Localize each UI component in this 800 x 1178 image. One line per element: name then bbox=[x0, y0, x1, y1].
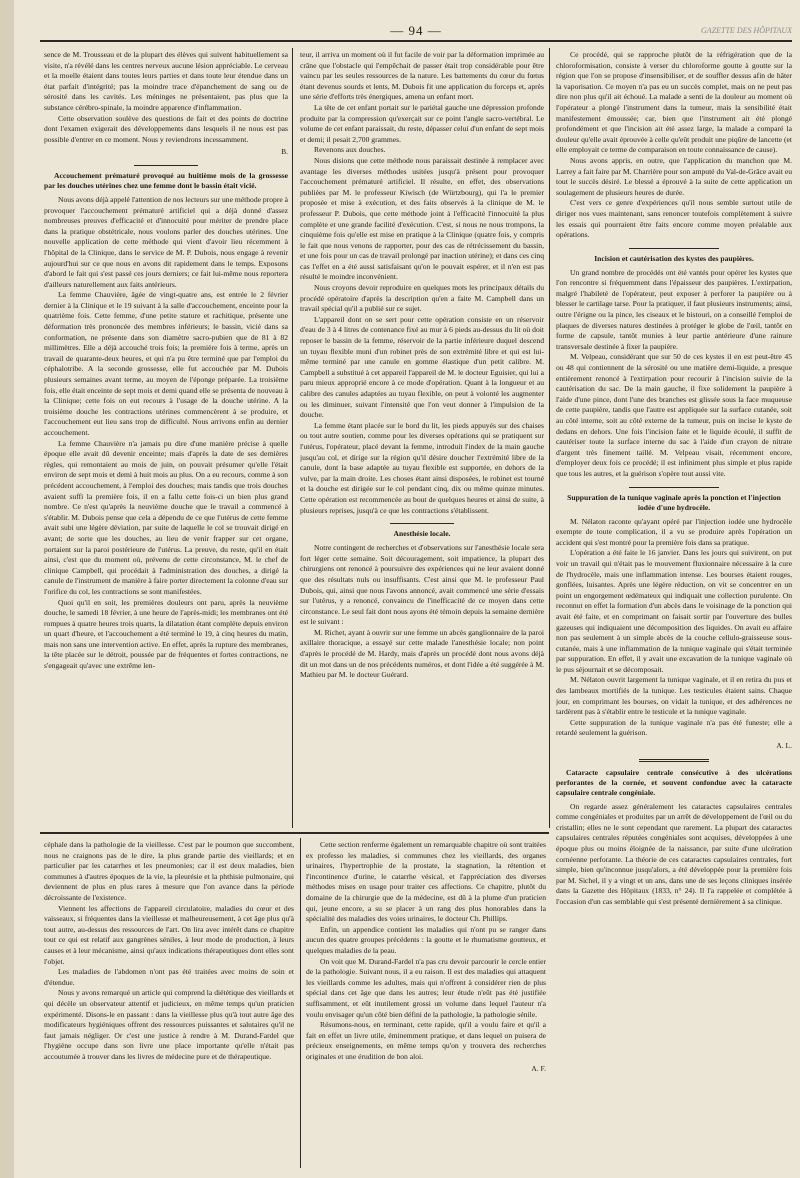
paragraph: On regarde assez généralement les cataractes capsulaires centrales comme congéniales et produites par un arrêt de développement de l'œil ou du cristallin; elles ne le sont cependant que rarement. La plupart des cataractes capsulaires centrales réputées congéniales sont acquises, développées à une époque plus ou moins éloignée de la naissance, par suite d'une ulcération cornéenne perforante. La théorie de ces cataractes capsulaires centrales, fort simple, bien qu'inconnue jusqu'alors, a été développée pour la première fois par M. Sichel, il y a vingt et un ans, dans une de ses leçons cliniques insérée dans la Gazette des Hôpitaux (1833, n° 24). Il l'a rappelée et complétée à l'occasion d'un cas semblable qui s'est présenté dernièrement à sa clinique. bbox=[556, 801, 792, 906]
paragraph: Revenons aux douches. bbox=[314, 145, 386, 155]
paragraph: La femme Chauvière, âgée de vingt-quatre ans, est entrée le 2 février dernier à la Clinique et le 19 suivant à la salle d'accouchement, enceinte pour la quatrième fois. Cette femme, d'une petite stature et rachitique, présente une déformation très prononcée des membres inférieurs; le bassin, vicié dans sa conformation, ne présente dans son diamètre sacro-pubien que de 81 à 82 millimètres. Elle a déjà accouché trois fois; la première fois à terme, après un travail de quarante-deux heures, et qui n'a pu être terminé que par l'emploi du céphalotribe. A la seconde grossesse, elle fut accouchée par M. Dubois plusieurs semaines avant terme, au moyen de l'éponge préparée. La troisième fois, elle était enceinte de sept mois et demi quand elle se présenta de nouveau à la Clinique; cette fois on eut recours à l'usage de la douche utérine. A la troisième douche les contractions utérines commencèrent à se produire, et l'accouchement eut lieu sans trop de difficulté. Nous arrivons enfin au dernier accouchement. bbox=[44, 290, 288, 437]
paragraph: Ce procédé, qui se rapproche plutôt de la réfrigération que de la chloroformisation, consiste à verser du chloroforme goutte à goutte sur la région que l'on se propose d'insensibiliser, et de souffler dessus afin de hâter la vaporisation. Ce moyen n'a pas eu un succès complet, mais on ne peut pas dire non plus qu'il ait échoué. La malade a senti de la douleur au moment où l'opérateur a plongé l'instrument dans la tumeur, mais la sensibilité était manifestement émoussée; car, bien que l'instrument ait été plongé profondément et que l'incision ait été assez large, la malade a comparé la douleur qu'elle avait éprouvée à celle qu'eût produit une piqûre de lancette (et elle employait ce terme de comparaison en toute connaissance de cause). bbox=[556, 50, 792, 155]
article-title: Cataracte capsulaire centrale consécutive à des ulcérations perforantes de la cornée, et souvent confondue avec la cataracte capsulaire centrale congéniale. bbox=[556, 767, 792, 797]
paragraph: C'est vers ce genre d'expériences qu'il nous semble surtout utile de diriger nos vues maintenant, sans renoncer toutefois complètement à suivre les essais qui pourraient être faits encore comme moyen préalable aux opérations. bbox=[556, 198, 792, 240]
page-edge bbox=[0, 0, 14, 1178]
paragraph: L'opération a été faite le 16 janvier. Dans les jours qui suivirent, on put voir un travail qui n'était pas le mouvement fluxionnaire nécessaire à la cure de l'hydrocèle, mais une inflammation intense. Les bourses étaient rouges, gonflées, luisantes. Après une légère réduction, on vit se concentrer en un point un engorgement œdémateux qui indiquait une collection purulente. On reconnut en effet la formation d'un abcès dans le voisinage de la ponction qui avait été faite, et en comprimant on faisait sortir par l'ouverture des bulles gazeuses qui indiquaient une décomposition des liquides. On avait eu affaire non pas seulement à un simple abcès de la couche cellulo-graisseuse sous-cutanée, mais à une inflammation de la tunique vaginale qui s'était terminée par suppuration. En effet, il y avait une excavation de la tunique vaginale où le pus séjournait et se décomposait. bbox=[556, 548, 792, 674]
paragraph: Nous croyons devoir reproduire en quelques mots les principaux détails du procédé opératoire d'après la description qu'en a faite M. Campbell dans un travail spécial qu'il a publié sur ce sujet. bbox=[300, 283, 544, 314]
signature: A. L. bbox=[776, 741, 792, 751]
paragraph: M. Nélaton raconte qu'ayant opéré par l'injection iodée une hydrocèle exempte de toute complication, il a vu se produire après l'opération un accident qui s'est montré pour la première fois dans sa pratique. bbox=[556, 516, 792, 547]
article-title: Suppuration de la tunique vaginale après la ponction et l'injection iodée d'une hydrocèle. bbox=[567, 492, 781, 512]
paragraph: Nous y avons remarqué un article qui comprend la diététique des vieillards et qui décèle un observateur attentif et judicieux, en même temps qu'un praticien expérimenté. Disons-le en passant : dans la vieillesse plus qu'à tout autre âge des modificateurs hygiéniques offrent des ressources puissantes et salutaires qu'il ne faut jamais négliger. Or c'est une justice à rendre à M. Durand-Fardel que l'hygiène occupe dans son livre une place importante qu'elle n'était pas accoutumée à trouver dans les livres de médecine pure et de thérapeutique. bbox=[44, 988, 294, 1061]
paragraph: La tête de cet enfant portait sur le pariétal gauche une dépression profonde produite par la compression qu'exerçait sur ce point l'angle sacro-vertébral. Le volume de cet enfant paraissait, du reste, dépasser celui d'un enfant de sept mois et demi; il pesait 2,700 grammes. bbox=[300, 102, 544, 144]
section-divider bbox=[134, 165, 198, 166]
paragraph: M. Richet, ayant à ouvrir sur une femme un abcès ganglionnaire de la paroi axillaire thoracique, a essayé sur cette malade l'anesthésie locale; non point d'après le procédé de M. Hardy, mais d'après un procédé dont nous avons déjà dit un mot dans un de nos précédents numéros, et dont l'idée a été suggérée à M. Mathieu par M. le docteur Guérard. bbox=[300, 627, 544, 680]
column-1 bbox=[44, 50, 288, 830]
section-divider bbox=[629, 248, 719, 249]
paragraph: Les maladies de l'abdomen n'ont pas été traitées avec moins de soin et d'étendue. bbox=[44, 967, 294, 987]
feuilleton-column-1 bbox=[44, 840, 294, 1170]
paragraph: Cette section renferme également un remarquable chapitre où sont traitées ex professo les maladies, si communes chez les vieillards, des organes urinaires, l'hypertrophie de la prostate, la stagnation, la rétention et l'incontinence d'urine, le catarrhe vésical, et l'appréciation des diverses méthodes mises en usage pour traiter ces affections. Ce chapitre, plutôt du domaine de la chirurgie que de la médecine, est dû à la plume d'un praticien qui, jeune encore, a su se placer à un rang des plus honorables dans la spécialité des maladies des voies urinaires, le docteur Ch. Phillips. bbox=[306, 840, 546, 924]
signature: A. F. bbox=[531, 1064, 546, 1074]
paragraph: La femme Chauvière n'a jamais pu dire d'une manière précise à quelle époque elle avait dû devenir enceinte; mais d'après la date de ses dernières règles, qui remontaient au mois de juin, on pouvait présumer qu'elle l'était environ de sept mois et demi à huit mois au plus. On a eu recours, comme à son précédent accouchement, à l'emploi des douches; mais tandis que trois douches avaient suffi la première fois, il en a fallu cette fois-ci un bien plus grand nombre. Ce n'est qu'après la neuvième douche que le travail a commencé à s'établir. M. Dubois pense que cela a dépendu de ce que l'utérus de cette femme avait subi une légère déviation, par suite de laquelle le col se trouvait dirigé en avant; de sorte que les douches, au lieu de venir frapper sur cet organe, portaient sur la paroi postérieure de l'utérus. La preuve, du reste, qu'il en était ainsi, c'est que du moment où, prévenu de cette circonstance, M. le chef de clinique Campbell, qui procédait à l'administration des douches, a dirigé la canule de l'instrument de manière à faire porter directement la colonne d'eau sur l'orifice du col, les contractions se sont manifestées. bbox=[44, 438, 288, 596]
paragraph: sence de M. Trousseau et de la plupart des élèves qui suivent habituellement sa visite, n'a révélé dans les centres nerveux aucune lésion appréciable. Le cerveau et la moelle étaient dans toutes leurs parties et dans toute leur étendue dans un état parfait d'intégrité; pas la moindre trace d'épanchement de sang ou de sérosité dans les cavités. Les méninges ne présentaient, pas plus que la substance cérébro-spinale, la moindre apparence d'inflammation. bbox=[44, 50, 288, 112]
paragraph: Nous avons appris, en outre, que l'application du manchon que M. Larrey a fait faire par M. Charrière pour son amputé du Val-de-Grâce avait eu tout le succès désiré. Le blessé a éprouvé à la suite de cette application un soulagement de plusieurs heures de durée. bbox=[556, 155, 792, 197]
paragraph: Cette suppuration de la tunique vaginale n'a pas été funeste; elle a retardé seulement la guérison. bbox=[556, 717, 792, 738]
paragraph: L'appareil dont on se sert pour cette opération consiste en un réservoir d'eau de 3 à 4 litres de contenance fixé au mur à 6 pieds au-dessus du lit où doit reposer le bassin de la femme, réservoir de la partie inférieure duquel descend un tuyau flexible muni d'un robinet près de son extrémité libre et qui est lui-même terminé par une canule en gomme élastique d'un petit calibre. M. Campbell a substitué à cet appareil l'appareil de M. le docteur Eguisier, qui lui a paru mieux approprié encore à ce mode d'opération. Quant à la longueur et au calibre des canules adaptées au tuyau flexible, on peut à volonté les augmenter ou les diminuer, suivant l'intensité que l'on veut donner à l'impulsion de la douche. bbox=[300, 314, 544, 420]
section-divider bbox=[629, 487, 719, 488]
article-title: Anesthésie locale. bbox=[393, 529, 451, 539]
header-corner-text: GAZETTE DES HÔPITAUX bbox=[701, 26, 792, 35]
paragraph: On voit que M. Durand-Fardel n'a pas cru devoir parcourir le cercle entier de la pathologie. Suivant nous, il a eu raison. Il est des maladies qui attaquent les vieillards comme les adultes, mais qui n'offrent à considérer rien de plus spécial dans cet âge que dans les autres; leur étude n'eût pas été justifiée suffisamment, et eût inutilement grossi un volume dans lequel l'auteur n'a voulu envisager qu'un côté bien défini de la pathologie, la pathologie sénile. bbox=[306, 956, 546, 1019]
paragraph: Cette observation soulève des questions de fait et des points de doctrine dont l'examen exigerait des développements dans lesquels il ne nous est pas possible d'entrer en ce moment. Nous y reviendrons incessamment. bbox=[44, 113, 288, 144]
page-number: — 94 — bbox=[390, 23, 442, 38]
paragraph: Résumons-nous, en terminant, cette rapide, qu'il a voulu faire et qu'il a fait en effet un livre utile, éminemment pratique, et dans lequel on puisera de précieux enseignements, en même temps qu'on y trouvera des recherches originales et une érudition de bon aloi. bbox=[306, 1020, 546, 1061]
column-rule-1 bbox=[292, 48, 293, 828]
paragraph: Nous disions que cette méthode nous paraissait destinée à remplacer avec avantage les diverses méthodes usitées jusqu'à présent pour provoquer l'accouchement prématuré artificiel. Il résulte, en effet, des observations publiées par M. le professeur Kiwisch (de Würtzbourg), qui l'a le premier proposée et mise à exécution, et des faits observés à la clinique de M. le professeur P. Dubois, que cette méthode joint à l'efficacité l'innocuité la plus complète et une grande facilité d'exécution. C'est, si nous ne nous trompons, la cinquième fois qu'elle est mise en pratique à la Clinique (quatre fois, y compris le fait que nous venons de rapporter, pour des cas de rétrécissement du bassin, et une fois pour un cas de travail prolongé par inaction utérine); et dans ces cinq cas l'effet en a été aussi satisfaisant qu'on le pouvait espérer, et il n'en est pas résulté le moindre inconvénient. bbox=[300, 155, 544, 282]
page-header bbox=[40, 22, 792, 42]
paragraph: M. Nélaton ouvrit largement la tunique vaginale, et il en retira du pus et des lambeaux mortifiés de la tunique. Les testicules étaient sains. Chaque jour, en comprimant les bourses, on vidait la tunique, et des adhérences ne tardèrent pas à s'établir entre le testicule et la tunique vaginale. bbox=[556, 675, 792, 717]
section-divider bbox=[390, 523, 454, 524]
section-divider bbox=[639, 759, 709, 762]
feuilleton-rule bbox=[40, 832, 549, 834]
column-2 bbox=[300, 50, 544, 830]
paragraph: Un grand nombre de procédés ont été vantés pour opérer les kystes que l'on rencontre si fréquemment dans l'épaisseur des paupières. L'extirpation, malgré l'habileté de l'opérateur, peut exposer à perforer la paupière ou à blesser le cartilage tarse. Pour la pratiquer, il faut plusieurs instruments; ainsi, outre l'érigne ou la pince, les ciseaux et le bistouri, on a conseillé l'emploi de plaques de diverses natures destinées à protéger le globe de l'œil, tantôt en forme de capsule, tantôt munies à leur partie antérieure d'une rainure transversale destinée à fixer la paupière. bbox=[556, 267, 792, 351]
article-title: Accouchement prématuré provoqué au huitième mois de la grossesse par les douches utérines chez une femme dont le bassin était vicié. bbox=[44, 170, 288, 190]
paragraph: Viennent les affections de l'appareil circulatoire, maladies du cœur et des vaisseaux, si fréquentes dans la vieillesse et malheureusement, à cet âge plus qu'à tout autre, au-dessus des ressources de l'art. On lira avec intérêt dans ce chapitre tout ce qui est relatif aux gangrènes séniles, à leur mode de production, à leurs causes et à leur mécanisme, ainsi qu'aux indications thérapeutiques dont elles sont l'objet. bbox=[44, 903, 294, 966]
paragraph: teur, il arriva un moment où il fut facile de voir par la déformation imprimée au crâne que l'obstacle qui l'empêchait de passer était trop considérable pour être vaincu par les seules ressources de la nature. Les battements du cœur du fœtus étant devenus sourds et lents, M. Dubois fit une application du forceps et, après une série d'efforts très énergiques, amena un enfant mort. bbox=[300, 50, 544, 102]
article-title: Incision et cautérisation des kystes des paupières. bbox=[594, 253, 754, 263]
paragraph: Quoi qu'il en soit, les premières douleurs ont paru, après la neuvième douche, le samedi 18 février, à une heure de l'après-midi; les membranes ont été rompues à quatre heures trois quarts, la dilatation étant complète depuis environ un quart d'heure, et l'accouchement a été terminé le 19, à cinq heures du matin, mais non sans une intervention active. En effet, après la rupture des membranes, la tête placée sur le détroit, poussée par de fréquentes et fortes contractions, ne s'engageait qu'avec une extrême len- bbox=[44, 597, 288, 671]
column-rule-2 bbox=[549, 48, 550, 828]
column-rule-bottom bbox=[300, 838, 301, 1168]
paragraph: Nous avons déjà appelé l'attention de nos lecteurs sur une méthode propre à provoquer l'accouchement prématuré artificiel qui a déjà donné d'assez nombreuses preuves d'efficacité et d'innocuité pour mériter de prendre place dans la pratique obstétricale, nous voulons parler des douches utérines. Une nouvelle application de cette méthode qui vient d'avoir lieu récemment à l'hôpital de la Clinique, dans le service de M. P. Dubois, nous engage à revenir aujourd'hui sur ce que nous en avons dit rapidement dans le temps. Exposons d'abord le fait qui s'est passé ces jours derniers; ce fait lui-même nous reportera d'ailleurs naturellement aux faits antérieurs. bbox=[44, 194, 288, 289]
feuilleton-column-2 bbox=[306, 840, 546, 1170]
paragraph: Notre contingent de recherches et d'observations sur l'anesthésie locale sera fort léger cette semaine. Soit découragement, soit impatience, la plupart des chirurgiens ont renoncé à poursuivre des expériences qui ne leur avaient donné que des résultats nuls ou insuffisants. C'est ainsi que M. le professeur Paul Dubois, qui, ainsi que nous l'avons annoncé, avait commencé une série d'essais sur l'utérus, y a renoncé, convaincu de l'inefficacité de ce moyen dans cette circonstance. Le seul fait dont nous ayons été témoin depuis la semaine dernière est le suivant : bbox=[300, 543, 544, 627]
paragraph: M. Velpeau, considérant que sur 50 de ces kystes il en est peut-être 45 ou 48 qui contiennent de la sérosité ou une matière demi-liquide, a presque entièrement renoncé à l'extirpation pour recourir à l'incision suivie de la cautérisation du sac. De la main gauche, il fixe solidement la paupière à l'aide d'une pince, dont l'une des branches est glissée sous la face muqueuse de cette paupière, tandis que l'autre est appliquée sur la surface cutanée, soit au côté interne, soit au côté externe de la tumeur, puis on incise le kyste de dedans en dehors. Une fois l'incision faite et le liquide écoulé, il suffit de cautériser toute la surface interne du sac à l'aide d'un crayon de nitrate d'argent très finement taillé. M. Velpeau visait, récemment encore, d'employer deux fois ce procédé; il est infiniment plus simple et plus rapide que tous les autres, et la guérison s'opère tout aussi vite. bbox=[556, 352, 792, 478]
column-3 bbox=[556, 50, 792, 1170]
signature: B. bbox=[281, 147, 288, 157]
paragraph: La femme étant placée sur le bord du lit, les pieds appuyés sur des chaises ou tout autre soutien, comme pour les diverses opérations qui se pratiquent sur l'utérus, l'opérateur, placé devant la femme, introduit l'index de la main gauche jusqu'au col, et dirige sur la région qu'il désire doucher l'extrémité libre de la canule, dont la base adaptée au tuyau flexible est supportée, en dehors de la vulve, par la main droite. Les choses étant ainsi disposées, le robinet est tourné et la douche est dirigée sur le col pendant cinq, dix ou même quinze minutes. Cette opération est recommencée au bout de quelques heures et ainsi de suite, à plusieurs reprises, jusqu'à ce que les contractions s'établissent. bbox=[300, 420, 544, 515]
paragraph: céphale dans la pathologie de la vieillesse. C'est par le poumon que succombent, nous ne craignons pas de le dire, la plus grande partie des vieillards; et en particulier par les catarrhes et les pneumonies; car il est deux maladies, bien communes à d'autres époques de la vie, la pleurésie et la phthisie pulmonaire, qui deviennent de plus en plus rares à mesure que l'on avance dans la période décroissante de l'existence. bbox=[44, 840, 294, 902]
paragraph: Enfin, un appendice contient les maladies qui n'ont pu se ranger dans aucun des quatre groupes précédents : la goutte et le rhumatisme goutteux, et quelques maladies de la peau. bbox=[306, 924, 546, 955]
